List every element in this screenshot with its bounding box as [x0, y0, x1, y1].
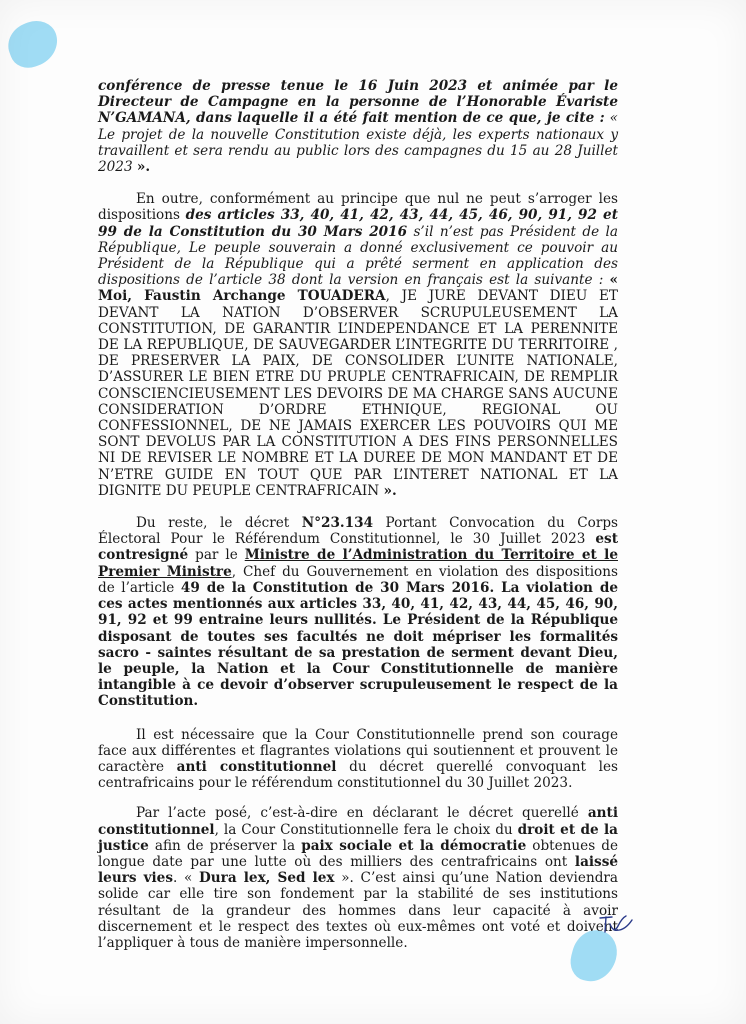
p5-law-justice: droit et de la justice [98, 821, 618, 854]
document-body [98, 78, 618, 965]
p4-intro: Il est nécessaire que la Cour Constitutionnelle prend son courage face aux différentes et flagrantes violations qui soutiennent et prouvent le caractère [98, 726, 618, 775]
p3-intro: Du reste, le décret [136, 515, 302, 532]
p5-rest: ». C’est ainsi qu’une Nation deviendra solide car elle tire son fondement par la stabilité de ses institutions résultant de la grandeur des hommes dans leur capacité à avoir discernement et le respect des textes où eux-mêmes ont voté et doivent l’appliquer à tous de manière impersonnelle. [98, 870, 619, 951]
p1-close: ». [136, 159, 151, 176]
p5-preserve: afin de préserver la [148, 837, 302, 854]
p5-dura-lex: Dura lex, Sed lex [199, 870, 335, 887]
p1-quote: « Le projet de la nouvelle Constitution existe déjà, les experts nationaux y travaillent et sera rendu au public lors des campagnes du 15 au 28 Juillet 2023 [98, 110, 619, 176]
p3-ministers: Ministre de l’Administration du Territoire et le Premier Ministre [98, 547, 618, 580]
paragraph-court-courage [98, 727, 618, 792]
p5-intro: Par l’acte posé, c’est-à-dire en déclarant le décret querellé [136, 805, 588, 822]
p3-by: par le [188, 547, 245, 564]
paragraph-conclusion [98, 805, 618, 951]
p5-quote-open: . « [172, 870, 200, 887]
p5-peace-democracy: paix sociale et la démocratie [301, 837, 527, 854]
paragraph-oath [98, 191, 618, 499]
p2-intro: En outre, conformément au principe que nul ne peut s’arroger les dispositions [98, 191, 618, 224]
p2-oath-name: « Moi, Faustin Archange TOUADERA [98, 272, 618, 305]
p5-choice: , la Cour Constitutionnelle fera le choix du [214, 821, 518, 838]
p2-close: ». [383, 482, 397, 499]
blue-marker-blob-top [2, 15, 64, 73]
paragraph-decree [98, 515, 618, 709]
p1-intro: conférence de presse tenue le 16 Juin 2023 et animée par le Directeur de Campagne en la personne de l’Honorable Évariste N’GAMANA, dans laquelle il a été fait mention de ce que, je cite : [98, 78, 618, 127]
p4-anti-constitutional: anti constitutionnel [176, 758, 337, 775]
p4-rest: du décret querellé convoquant les centrafricains pour le référendum constitutionnel du 30 Juillet 2023. [98, 758, 618, 792]
paragraph-press-conference [98, 78, 618, 175]
p2-oath-text: , JE JURE DEVANT DIEU ET DEVANT LA NATION D’OBSERVER SCRUPULEUSEMENT LA CONSTITUTION, DE GARANTIR L’INDEPENDANCE ET LA PERENNITE DE LA REPUBLIQUE, DE SAUVEGARDER L’INTEGRITE DU TERRITOIRE , DE PRESERVER LA PAIX, DE CONSOLIDER L’UNITE NATIONALE, D’ASSURER LE BIEN ETRE DU PRUPLE CENTRAFRICAIN, DE REMPLIR CONSCIENCIEUSEMENT LES DEVOIRS DE MA CHARGE SANS AUCUNE CONSIDERATION D’ORDRE ETHNIQUE, REGIONAL OU CONFESSIONNEL, DE NE JAMAIS EXERCER LES POUVOIRS QUI ME SONT DEVOLUS PAR LA CONSTITUTION A DES FINS PERSONNELLES NI DE REVISER LE NOMBRE ET LA DUREE DE MON MANDANT ET DE N’ETRE GUIDE EN TOUT QUE PAR L’INTERET NATIONAL ET LA DIGNITE DU PEUPLE CENTRAFRICAIN [98, 288, 619, 499]
p2-sovereign: s’il n’est pas Président de la République, Le peuple souverain a donné exclusivement ce pouvoir au Président de la République qui a prêté serment en application des dispositions de l’article 38 dont la version en français est la suivante : [98, 223, 619, 289]
p3-countersigned: est contresigné [98, 531, 618, 564]
p2-articles: des articles 33, 40, 41, 42, 43, 44, 45, 46, 90, 91, 92 et 99 de la Constitution du 30 Mars 2016 [98, 207, 618, 240]
p3-article-49: 49 de la Constitution de 30 Mars 2016. La violation de ces actes mentionnés aux articles 33, 40, 41, 42, 43, 44, 45, 46, 90, 91, 92 et 99 entraine leurs nullités. Le Président de la République disposant de toutes ses facultés ne doit mépriser les formalités sacro - saintes résultant de sa prestation de serment devant Dieu, le peuple, la Nation et la Cour Constitutionnelle de manière intangible à ce devoir d’observer scrupuleusement le respect de la Constitution. [98, 579, 618, 710]
p3-decree-number: N°23.134 [301, 515, 374, 532]
p3-decree-title: Portant Convocation du Corps Électoral Pour le Référendum Constitutionnel, le 30 Juillet 2023 [98, 515, 618, 548]
p5-lives: laissé leurs vies [98, 853, 618, 887]
p5-struggle: obtenues de longue date par une lutte où des milliers des centrafricains ont [98, 837, 618, 870]
p3-violation: , Chef du Gouvernement en violation des dispositions de l’article [98, 563, 618, 596]
p5-anti-constitutional: anti constitutionnel [98, 805, 618, 838]
handwritten-initials-signature [596, 912, 636, 938]
